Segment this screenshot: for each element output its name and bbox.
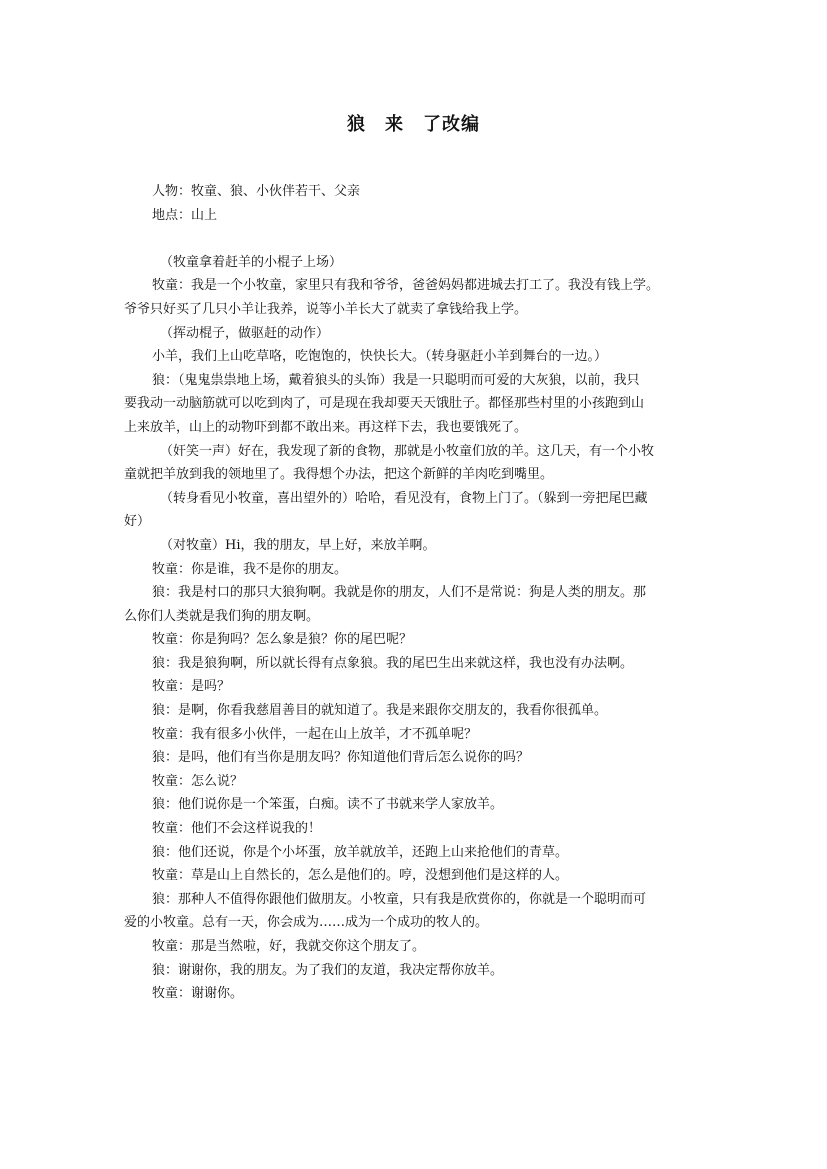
text-line: 狼：谢谢你，我的朋友。为了我们的友道，我决定帮你放羊。 <box>152 962 504 978</box>
text-line: 地点：山上 <box>152 207 218 223</box>
text-line: 狼：他们说你是一个笨蛋，白痴。读不了书就来学人家放羊。 <box>152 797 504 813</box>
text-line: 童就把羊放到我的领地里了。我得想个办法，把这个新鲜的羊肉吃到嘴里。 <box>124 467 554 483</box>
text-line: 牧童：谢谢你。 <box>152 986 244 1002</box>
document-body <box>124 180 704 1006</box>
text-line: 牧童：你是狗吗？怎么象是狼？你的尾巴呢？ <box>152 632 413 648</box>
text-line: 狼：是吗，他们有当你是朋友吗？你知道他们背后怎么说你的吗？ <box>152 750 530 766</box>
text-line: （奸笑一声）好在，我发现了新的食物，那就是小牧童们放的羊。这几天，有一个小牧 <box>160 443 655 459</box>
text-line: 爷爷只好买了几只小羊让我养，说等小羊长大了就卖了拿钱给我上学。 <box>124 301 528 317</box>
text-line: 狼：他们还说，你是个小坏蛋，放羊就放羊，还跑上山来抢他们的青草。 <box>152 844 569 860</box>
text-line: 狼：那种人不值得你跟他们做朋友。小牧童，只有我是欣赏你的，你就是一个聪明而可 <box>152 891 647 907</box>
blank-line <box>124 227 704 251</box>
text-line: 牧童：我是一个小牧童，家里只有我和爷爷，爸爸妈妈都进城去打工了。我没有钱上学。 <box>152 278 660 294</box>
text-line: 牧童：怎么说？ <box>152 773 244 789</box>
text-line: （转身看见小牧童，喜出望外的）哈哈，看见没有，食物上门了。（躲到一旁把尾巴藏 <box>160 490 648 506</box>
text-line: 要我动一动脑筋就可以吃到肉了，可是现在我却要天天饿肚子。都怪那些村里的小孩跑到山 <box>124 396 645 412</box>
text-line: （对牧童）Hi，我的朋友，早上好，来放羊啊。 <box>160 537 436 553</box>
text-line: 牧童：你是谁，我不是你的朋友。 <box>152 561 348 577</box>
text-line: 牧童：是吗？ <box>152 679 231 695</box>
text-line: 上来放羊，山上的动物吓到都不敢出来。再这样下去，我也要饿死了。 <box>124 419 528 435</box>
text-line: 好） <box>124 514 151 530</box>
text-line: （牧童拿着赶羊的小棍子上场） <box>160 254 343 270</box>
text-line: 狼：（鬼鬼祟祟地上场，戴着狼头的头饰）我是一只聪明而可爱的大灰狼，以前，我只 <box>152 372 640 388</box>
text-line: 狼：我是村口的那只大狼狗啊。我就是你的朋友，人们不是常说：狗是人类的朋友。那 <box>152 585 647 601</box>
text-line: 狼：是啊，你看我慈眉善目的就知道了。我是来跟你交朋友的，我看你很孤单。 <box>152 703 608 719</box>
text-line: 牧童：我有很多小伙伴，一起在山上放羊，才不孤单呢？ <box>152 726 478 742</box>
text-line: （挥动棍子，做驱赶的动作） <box>160 325 330 341</box>
text-line: 小羊，我们上山吃草咯，吃饱饱的，快快长大。（转身驱赶小羊到舞台的一边。） <box>152 349 608 365</box>
document-title: 狼 来 了改编 <box>347 114 480 135</box>
text-line: 么你们人类就是我们狗的朋友啊。 <box>124 608 320 624</box>
text-line: 人物：牧童、狼、小伙伴若干、父亲 <box>152 184 361 199</box>
text-line: 牧童：草是山上自然长的，怎么是他们的。哼，没想到他们是这样的人。 <box>152 868 569 884</box>
text-line: 狼：我是狼狗啊，所以就长得有点象狼。我的尾巴生出来就这样，我也没有办法啊。 <box>152 655 634 671</box>
text-line: 爱的小牧童。总有一天，你会成为……成为一个成功的牧人的。 <box>124 915 489 931</box>
text-line: 牧童：那是当然啦，好，我就交你这个朋友了。 <box>152 939 426 954</box>
text-line: 牧童：他们不会这样说我的！ <box>152 821 322 837</box>
